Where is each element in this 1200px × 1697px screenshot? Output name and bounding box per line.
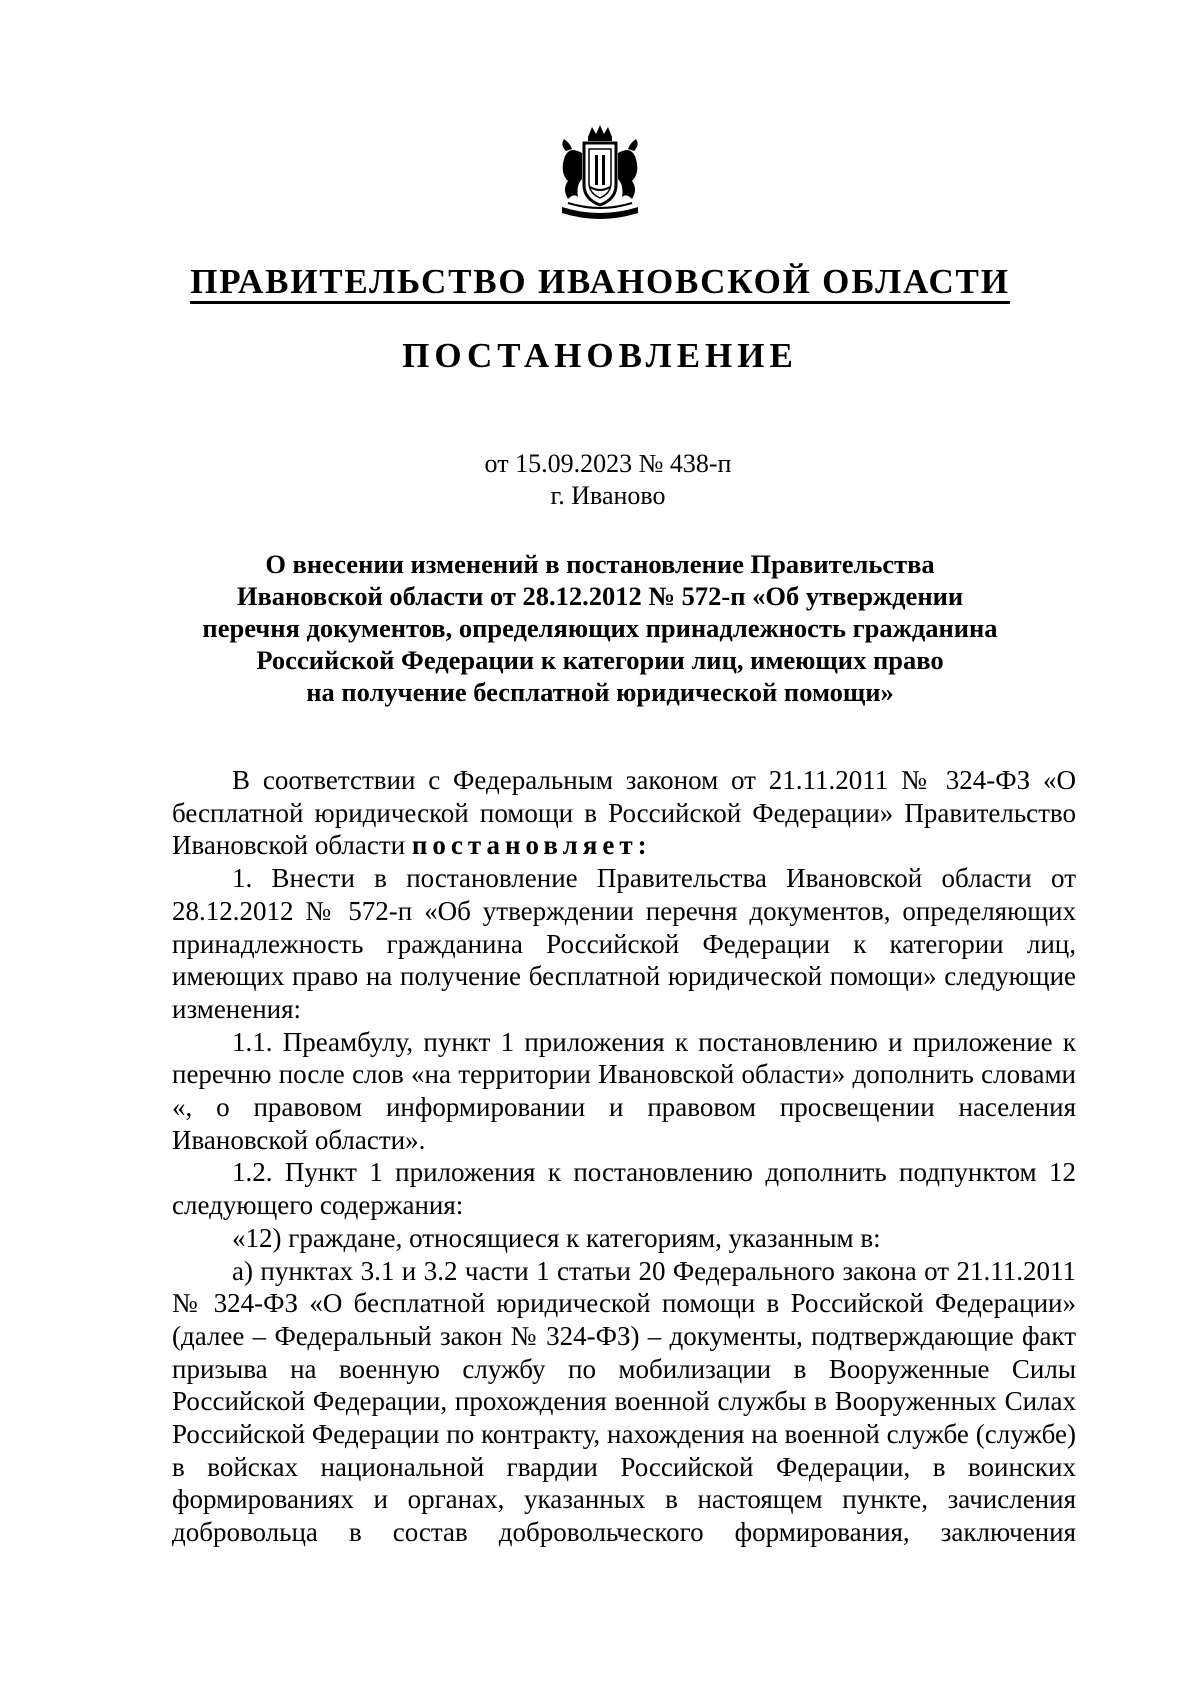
paragraph-a: а) пунктах 3.1 и 3.2 части 1 статьи 20 Федерального закона от 21.11.2011 № 324-ФЗ «О бесплатной юридической помощи в Российской Федерации» (далее – Федеральный закон № 324-ФЗ) – документы, подтверждающие факт призыва на военную службу по мобилизации в Вооруженные Силы Российской Федерации, прохождения военной службы в Вооруженных Силах Российской Федерации по контракту, нахождения на военной службе (службе) в войсках национальной гвардии Российской Федерации, в воинских формированиях и органах, указанных в настоящем пункте, зачисления добровольца в состав добровольческого формирования, заключения [172, 1255, 1076, 1548]
resolution-verb: постановляет: [411, 830, 652, 861]
paragraph-1-2: 1.2. Пункт 1 приложения к постановлению дополнить подпунктом 12 следующего содержания: [172, 1157, 1076, 1221]
paragraph-12-intro: «12) граждане, относящиеся к категориям, указанным в: [232, 1222, 881, 1253]
document-type-heading: ПОСТАНОВЛЕНИЕ [402, 336, 798, 375]
subject-line: Ивановской области от 28.12.2012 № 572-п «Об утверждении [236, 581, 964, 611]
document-body [172, 764, 1076, 1549]
organization-title: ПРАВИТЕЛЬСТВО ИВАНОВСКОЙ ОБЛАСТИ [0, 262, 1200, 302]
preamble-text: В соответствии с Федеральным законом от 21.11.2011 № 324-ФЗ «О бесплатной юридической помощи в Российской Федерации» Правительство Ивановской области [172, 765, 1076, 861]
subject-line: перечня документов, определяющих принадлежность гражданина [202, 613, 998, 643]
subject-line: на получение бесплатной юридической помощи» [306, 677, 894, 707]
subject-line: Российской Федерации к категории лиц, имеющих право [256, 645, 944, 675]
paragraph-1-1: 1.1. Преамбулу, пункт 1 приложения к постановлению и приложение к перечню после слов «на территории Ивановской области» дополнить словами «, о правовом информировании и правовом просвещении населения Ивановской области». [172, 1026, 1076, 1155]
document-subject [0, 548, 1200, 708]
coat-of-arms-emblem [554, 123, 646, 225]
paragraph-1: 1. Внести в постановление Правительства Ивановской области от 28.12.2012 № 572-п «Об утверждении перечня документов, определяющих принадлежность гражданина Российской Федерации к категории лиц, имеющих право на получение бесплатной юридической помощи» следующие изменения: [172, 863, 1076, 1024]
preamble-paragraph [172, 764, 1076, 862]
document-meta [0, 448, 1200, 512]
date-number: от 15.09.2023 № 438-п [484, 449, 732, 478]
subject-line: О внесении изменений в постановление Правительства [265, 549, 935, 579]
city: г. Иваново [550, 481, 666, 510]
